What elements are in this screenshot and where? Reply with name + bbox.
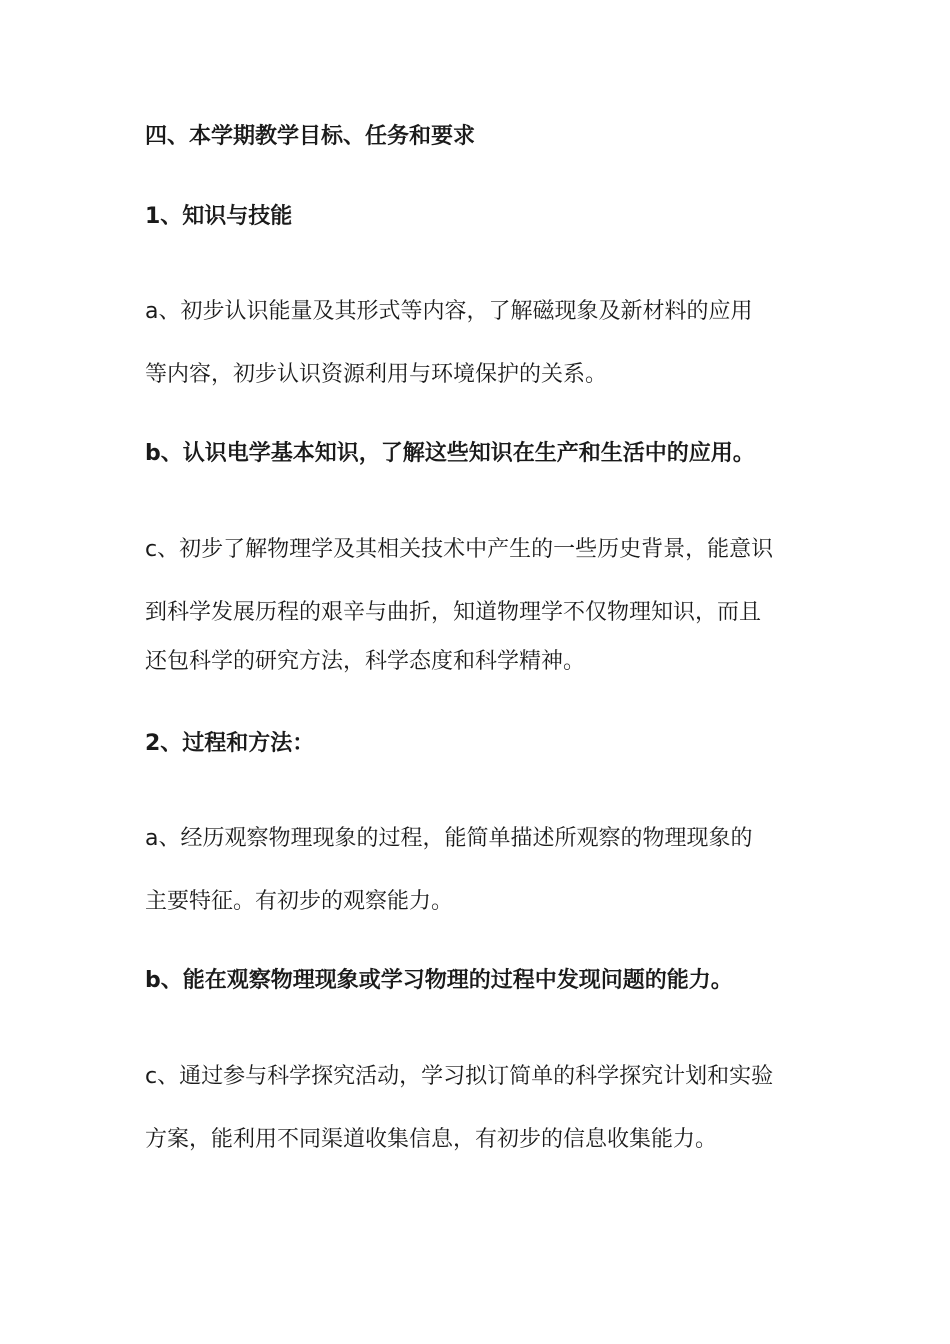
paragraph-line: a、经历观察物理现象的过程，能简单描述所观察的物理现象的 <box>145 826 753 851</box>
subsection-heading-process-methods: 2、过程和方法： <box>145 731 315 756</box>
paragraph-line: 还包科学的研究方法，科学态度和科学精神。 <box>145 649 586 674</box>
paragraph-line: b、认识电学基本知识，了解这些知识在生产和生活中的应用。 <box>145 441 755 466</box>
section-heading: 四、本学期教学目标、任务和要求 <box>145 124 476 149</box>
paragraph-line: 等内容，初步认识资源利用与环境保护的关系。 <box>145 362 608 387</box>
paragraph-line: a、初步认识能量及其形式等内容，了解磁现象及新材料的应用 <box>145 299 753 324</box>
paragraph-line: 方案，能利用不同渠道收集信息，有初步的信息收集能力。 <box>145 1127 718 1152</box>
paragraph-line: 主要特征。有初步的观察能力。 <box>145 889 454 914</box>
subsection-heading-knowledge-skills: 1、知识与技能 <box>145 204 293 229</box>
paragraph-line: 到科学发展历程的艰辛与曲折，知道物理学不仅物理知识，而且 <box>145 600 762 625</box>
paragraph-line: b、能在观察物理现象或学习物理的过程中发现问题的能力。 <box>145 968 733 993</box>
paragraph-line: c、初步了解物理学及其相关技术中产生的一些历史背景，能意识 <box>145 537 774 562</box>
paragraph-line: c、通过参与科学探究活动，学习拟订简单的科学探究计划和实验 <box>145 1064 774 1089</box>
